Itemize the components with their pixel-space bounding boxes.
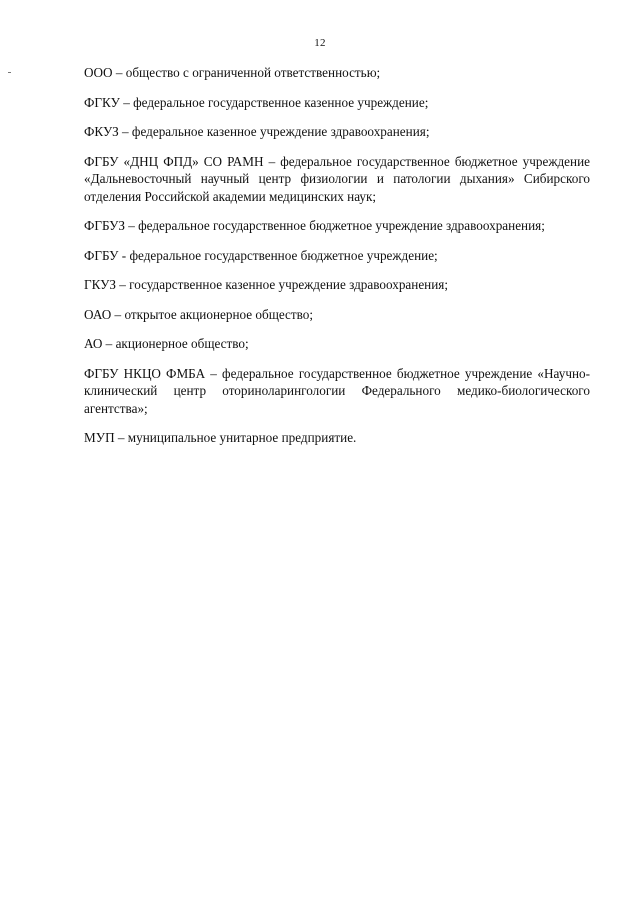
abbreviation-entry-fgbu-nkco-fmba: ФГБУ НКЦО ФМБА – федеральное государственное бюджетное учреждение «Научно-клинический центр оториноларингологии Федерального медико-биологического агентства»; (84, 365, 590, 416)
abbreviation-entry-fgbuz: ФГБУЗ – федеральное государственное бюджетное учреждение здравоохранения; (84, 218, 545, 233)
abbreviation-list (84, 64, 590, 459)
abbreviation-entry-fgbu-dnc-fpd: ФГБУ «ДНЦ ФПД» СО РАМН – федеральное государственное бюджетное учреждение «Дальневосточный научный центр физиологии и патологии дыхания» Сибирского отделения Российской академии медицинских наук; (84, 153, 590, 204)
abbreviation-entry-mup: МУП – муниципальное унитарное предприятие. (84, 430, 357, 445)
scan-edge-mark (8, 72, 11, 73)
abbreviation-entry-oao: ОАО – открытое акционерное общество; (84, 306, 314, 322)
abbreviation-entry-fgbu: ФГБУ - федеральное государственное бюджетное учреждение; (84, 247, 438, 263)
abbreviation-entry-ooo: ООО – общество с ограниченной ответственностью; (84, 65, 381, 80)
abbreviation-entry-ao: АО – акционерное общество; (84, 336, 249, 351)
abbreviation-entry-gkuz: ГКУЗ – государственное казенное учреждение здравоохранения; (84, 277, 449, 292)
abbreviation-entry-fkuz: ФКУЗ – федеральное казенное учреждение здравоохранения; (84, 124, 430, 139)
abbreviation-entry-fgku: ФГКУ – федеральное государственное казенное учреждение; (84, 94, 429, 110)
page-number: 12 (314, 37, 326, 49)
